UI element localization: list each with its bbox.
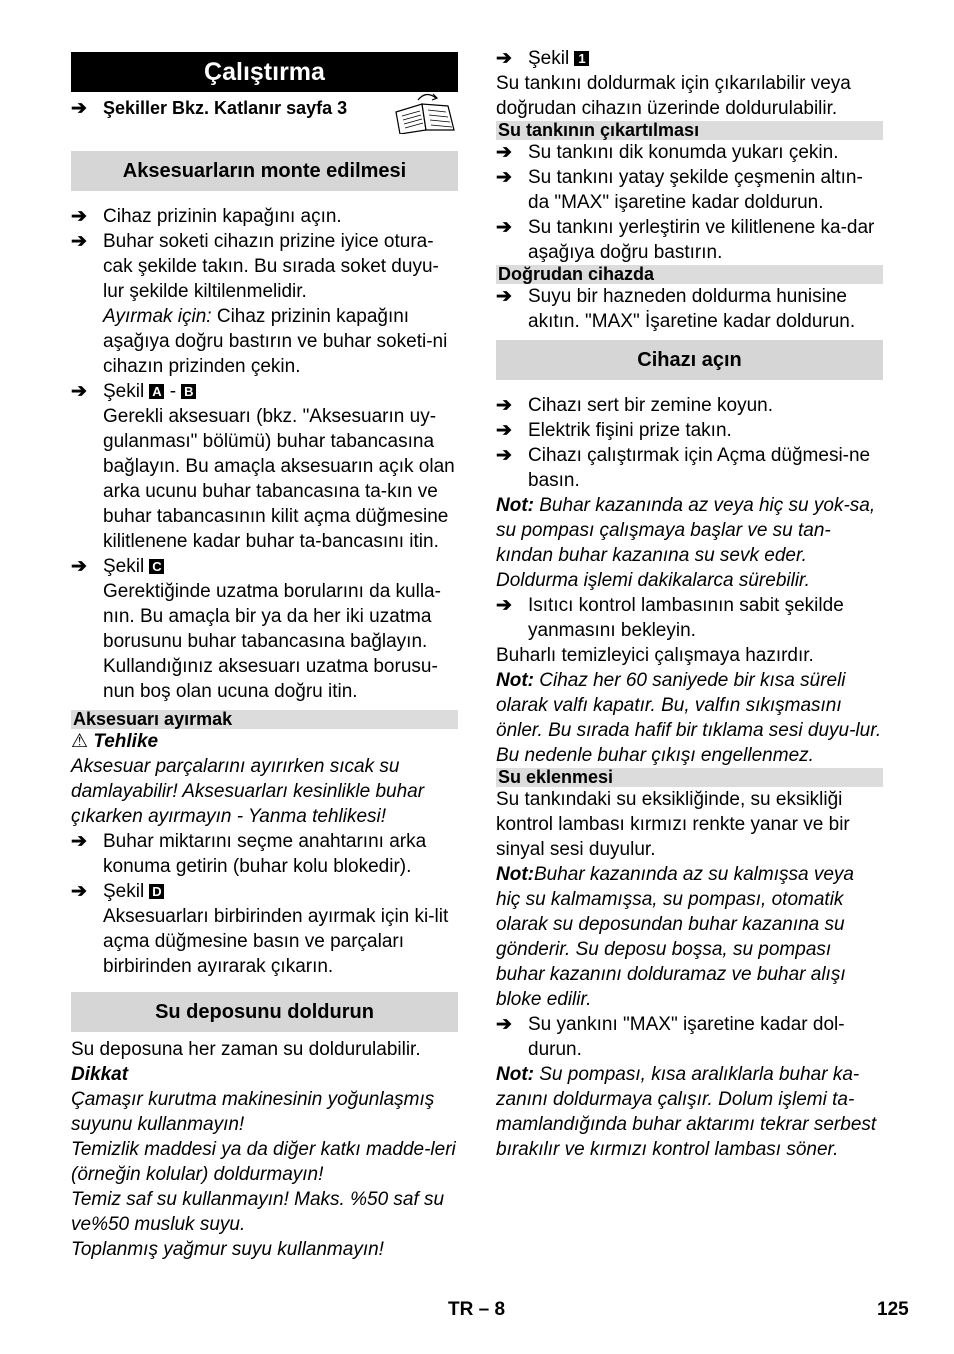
list-item: ➔ Şekil C <box>71 554 458 579</box>
figure-label-a: A <box>149 384 164 399</box>
section-heading-turn-on: Cihazı açın <box>496 340 883 380</box>
warning-triangle-icon: ⚠ <box>71 731 89 752</box>
list-item: ➔ Buhar soketi cihazın prizine iyice otura-cak şekilde takın. Bu sırada soket duyu-lur şekilde kiltilenmelidir. <box>71 231 439 302</box>
list-item: ➔ Buhar miktarını seçme anahtarını arka konuma getirin (buhar kolu blokedir). <box>71 831 427 877</box>
arrow-icon: ➔ <box>71 231 87 252</box>
list-item: ➔ Su yankını "MAX" işaretine kadar dol-durun. <box>496 1014 845 1060</box>
fig-reference <box>71 96 458 140</box>
arrow-icon: ➔ <box>71 206 87 227</box>
arrow-icon: ➔ <box>496 286 512 307</box>
separation-note: Ayırmak için: Cihaz prizinin kapağını aşağıya doğru bastırın ve buhar soketi-ni cihazın prizinden çekin. <box>103 306 448 377</box>
arrow-icon: ➔ <box>496 595 512 616</box>
list-item: ➔ Şekil A - B <box>71 379 458 404</box>
open-book-icon <box>392 90 458 134</box>
note: Not: Su pompası, kısa aralıklarla buhar ka-zanını doldurmaya çalışır. Dolum işlemi ta-mamlandığında buhar aktarımı tekrar serbest bırakılır ve kırmızı kontrol lambası söner. <box>496 1064 877 1160</box>
arrow-icon: ➔ <box>496 167 512 188</box>
list-item: ➔ Su tankını yatay şekilde çeşmenin altın-da "MAX" işaretine kadar doldurun. <box>496 167 863 213</box>
list-item: ➔ Su tankını yerleştirin ve kilitlenene ka-dar aşağıya doğru bastırın. <box>496 217 875 263</box>
figure-label-c: C <box>149 559 164 574</box>
subheading-detach: Aksesuarı ayırmak <box>71 710 458 729</box>
list-item: ➔ Su tankını dik konumda yukarı çekin. <box>496 142 839 163</box>
section-heading-accessories: Aksesuarların monte edilmesi <box>71 151 458 191</box>
arrow-icon: ➔ <box>496 1014 512 1035</box>
subheading-add-water: Su eklenmesi <box>496 768 883 787</box>
arrow-icon: ➔ <box>496 420 512 441</box>
danger-text: Aksesuar parçalarını ayırırken sıcak su damlayabilir! Aksesuarları kesinlikle buhar çıkarken ayırmayın - Yanma tehlikesi! <box>71 756 425 827</box>
figure-label-b: B <box>181 384 196 399</box>
list-item: ➔ Şekil D <box>71 879 458 904</box>
arrow-icon: ➔ <box>496 142 512 163</box>
arrow-icon: ➔ <box>496 217 512 238</box>
fig-reference-text: Şekiller Bkz. Katlanır sayfa 3 <box>103 98 348 118</box>
list-item: ➔ Elektrik fişini prize takın. <box>496 420 732 441</box>
section-heading-fill-tank: Su deposunu doldurun <box>71 992 458 1032</box>
arrow-icon: ➔ <box>496 445 512 466</box>
footer-page-number: 125 <box>877 1299 909 1320</box>
subheading-direct: Doğrudan cihazda <box>496 265 883 284</box>
list-item: ➔ Isıtıcı kontrol lambasının sabit şekilde yanmasını bekleyin. <box>496 595 844 641</box>
arrow-icon: ➔ <box>71 881 87 902</box>
list-item: ➔ Cihazı sert bir zemine koyun. <box>496 395 773 416</box>
note: Not:Buhar kazanında az su kalmışsa veya hiç su kalmamışsa, su pompası, otomatik olarak su deposundan buhar kazanına su gönderir. Su deposu boşsa, su pompası buhar kazanını dolduramaz ve buhar alışı bloke edilir. <box>496 864 854 1010</box>
figure-label-1: 1 <box>574 51 589 66</box>
list-item: ➔ Suyu bir hazneden doldurma hunisine akıtın. "MAX" İşaretine kadar doldurun. <box>496 286 856 332</box>
caution-label: Dikkat <box>71 1064 129 1085</box>
list-item: ➔ Cihaz prizinin kapağını açın. <box>71 206 342 227</box>
note: Not: Cihaz her 60 saniyede bir kısa süreli olarak valfı kapatır. Bu, valfın sıkışmasını önler. Bu sırada hafif bir tıklama sesi duyu-lur. Bu nedenle buhar çıkışı engellenmez. <box>496 670 882 766</box>
left-column: Çalıştırma ➔ Şekiller Bkz. Katlanır sayfa 3 Aksesuarların monte edilmesi ➔ Cihaz prizinin kapağını açın. ➔ Buhar soketi cihazın prizine iyice otura-cak şekilde takın. Bu sırada soket duyu-lur şekilde kiltilenmelidir. Ayırmak için: Cihaz prizinin kapağını aşağıya doğru bastırın ve buhar soketi-ni cihazın prizinden çekin. ➔ Şekil A - B Gerekli aksesuarı (bkz. "Aksesuarın uy-gulanması" bölümü) buhar tabancasına bağlayın. Bu amaçla aksesuarın açık olan arka ucunu buhar tabancasına ta-kın ve buhar tabancasının kilit açma düğmesine kilitlenene kadar buhar ta-bancasını itin. ➔ Şekil C Gerektiğinde uzatma borularını da kulla-nın. Bu amaçla bir ya da her iki uzatma borusunu buhar tabancasına bağlayın. Kullandığınız aksesuarı uzatma borusu-nun boş olan ucuna doğru itin. Aksesuarı ayırmak ⚠ Tehlike Aksesuar parçalarını ayırırken sıcak su damlayabilir! Aksesuarları kesinlikle buhar çıkarken ayırmayın - Yanma tehlikesi! ➔ Buhar miktarını seçme anahtarını arka konuma getirin (buhar kolu blokedir). ➔ Şekil D Aksesuarları birbirinden ayırmak için ki-lit açma düğmesine basın ve parçaları birbirinden ayırarak çıkarın. Su deposunu doldurun Su deposuna her zaman su doldurulabilir. Dikkat Çamaşır kurutma makinesinin yoğunlaşmış suyunu kullanmayın! Temizlik maddesi ya da diğer katkı madde-leri (örneğin kolular) doldurmayın! Temiz saf su kullanmayın! Maks. %50 saf su ve%50 musluk suyu. Toplanmış yağmur suyu kullanmayın! <box>71 46 458 1262</box>
footer-section-label: TR – 8 <box>448 1299 506 1320</box>
arrow-icon: ➔ <box>496 48 512 69</box>
arrow-icon: ➔ <box>71 98 87 119</box>
figure-label-d: D <box>149 884 164 899</box>
arrow-icon: ➔ <box>71 831 87 852</box>
danger-label: ⚠ Tehlike <box>71 731 159 752</box>
subheading-remove-tank: Su tankının çıkartılması <box>496 121 883 140</box>
chapter-title: Çalıştırma <box>71 52 458 92</box>
arrow-icon: ➔ <box>496 395 512 416</box>
arrow-icon: ➔ <box>71 381 87 402</box>
list-item: ➔ Şekil 1 <box>496 46 883 71</box>
right-column: ➔ Şekil 1 Su tankını doldurmak için çıkarılabilir veya doğrudan cihazın üzerinde doldurulabilir. Su tankının çıkartılması ➔ Su tankını dik konumda yukarı çekin. ➔ Su tankını yatay şekilde çeşmenin altın-da "MAX" işaretine kadar doldurun. ➔ Su tankını yerleştirin ve kilitlenene ka-dar aşağıya doğru bastırın. Doğrudan cihazda ➔ Suyu bir hazneden doldurma hunisine akıtın. "MAX" İşaretine kadar doldurun. Cihazı açın ➔ Cihazı sert bir zemine koyun. ➔ Elektrik fişini prize takın. ➔ Cihazı çalıştırmak için Açma düğmesi-ne basın. Not: Buhar kazanında az veya hiç su yok-sa, su pompası çalışmaya başlar ve su tan-kından buhar kazanına su sevk eder. Doldurma işlemi dakikalarca sürebilir. ➔ Isıtıcı kontrol lambasının sabit şekilde yanmasını bekleyin. Buharlı temizleyici çalışmaya hazırdır. Not: Cihaz her 60 saniyede bir kısa süreli olarak valfı kapatır. Bu, valfın sıkışmasını önler. Bu sırada hafif bir tıklama sesi duyu-lur. Bu nedenle buhar çıkışı engellenmez. Su eklenmesi Su tankındaki su eksikliğinde, su eksikliği kontrol lambası kırmızı renkte yanar ve bir sinyal sesi duyulur. Not:Buhar kazanında az su kalmışsa veya hiç su kalmamışsa, su pompası, otomatik olarak su deposundan buhar kazanına su gönderir. Su deposu boşsa, su pompası buhar kazanını dolduramaz ve buhar alışı bloke edilir. ➔ Su yankını "MAX" işaretine kadar dol-durun. Not: Su pompası, kısa aralıklarla buhar ka-zanını doldurmaya çalışır. Dolum işlemi ta-mamlandığında buhar aktarımı tekrar serbest bırakılır ve kırmızı kontrol lambası söner. <box>496 48 882 1160</box>
list-item: ➔ Cihazı çalıştırmak için Açma düğmesi-ne basın. <box>496 445 871 491</box>
note: Not: Buhar kazanında az veya hiç su yok-sa, su pompası çalışmaya başlar ve su tan-kından buhar kazanına su sevk eder. Doldurma işlemi dakikalarca sürebilir. <box>496 495 876 591</box>
arrow-icon: ➔ <box>71 556 87 577</box>
